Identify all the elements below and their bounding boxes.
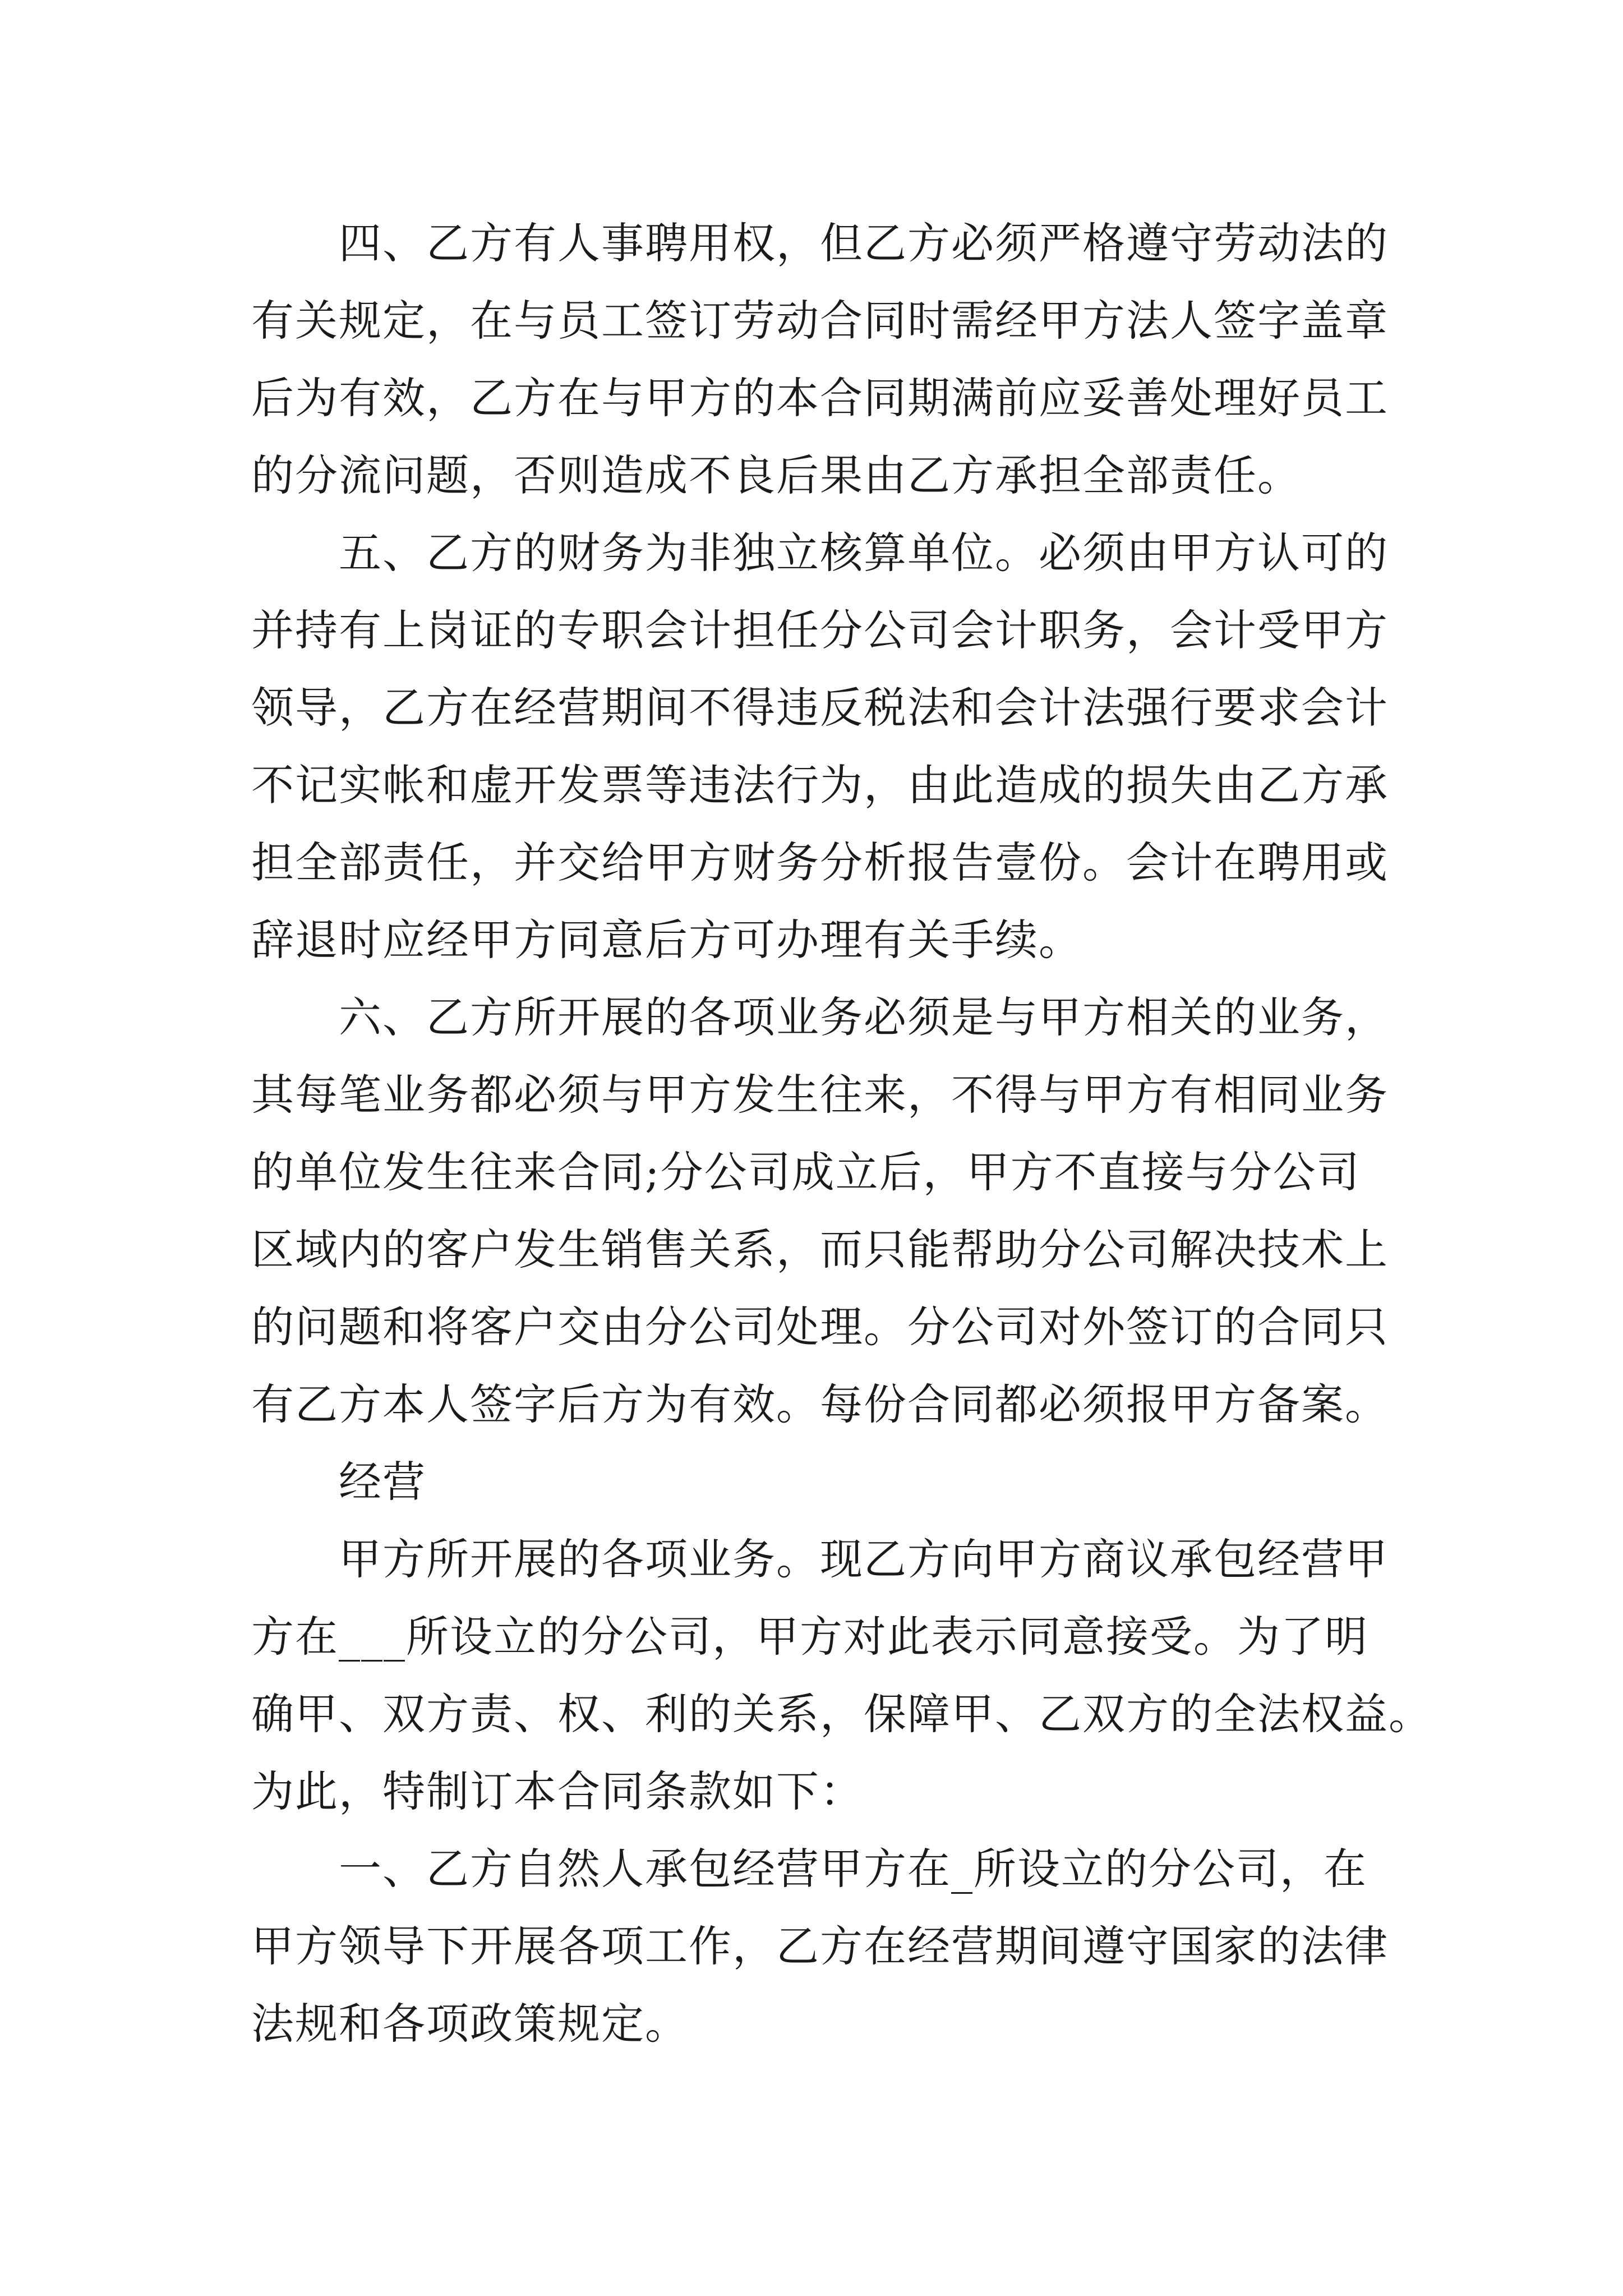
text-line-7: 领导，乙方在经营期间不得违反税法和会计法强行要求会计 [251, 683, 1389, 733]
text-line-19: 方在___所设立的分公司，甲方对此表示同意接受。为了明 [251, 1612, 1368, 1662]
text-line-11: 六、乙方所开展的各项业务必须是与甲方相关的业务， [339, 992, 1389, 1042]
text-line-18: 甲方所开展的各项业务。现乙方向甲方商议承包经营甲 [339, 1534, 1389, 1584]
text-line-4: 的分流问题，否则造成不良后果由乙方承担全部责任。 [251, 450, 1301, 500]
text-line-6: 并持有上岗证的专职会计担任分公司会计职务，会计受甲方 [251, 605, 1389, 655]
text-line-13: 的单位发生往来合同;分公司成立后，甲方不直接与分公司 [251, 1147, 1361, 1197]
text-line-17: 经营 [339, 1457, 426, 1507]
text-line-3: 后为有效，乙方在与甲方的本合同期满前应妥善处理好员工 [251, 373, 1389, 423]
text-line-14: 区域内的客户发生销售关系，而只能帮助分公司解决技术上 [251, 1225, 1389, 1274]
text-line-16: 有乙方本人签字后方为有效。每份合同都必须报甲方备案。 [251, 1379, 1389, 1429]
text-line-10: 辞退时应经甲方同意后方可办理有关手续。 [251, 915, 1082, 965]
text-line-9: 担全部责任，并交给甲方财务分析报告壹份。会计在聘用或 [251, 838, 1389, 887]
text-line-5: 五、乙方的财务为非独立核算单位。必须由甲方认可的 [339, 528, 1389, 578]
text-line-24: 法规和各项政策规定。 [251, 1999, 689, 2049]
text-line-8: 不记实帐和虚开发票等违法行为，由此造成的损失由乙方承 [251, 760, 1389, 810]
text-line-1: 四、乙方有人事聘用权，但乙方必须严格遵守劳动法的 [339, 218, 1389, 268]
text-line-20: 确甲、双方责、权、利的关系，保障甲、乙双方的全法权益。 [251, 1689, 1432, 1739]
text-line-12: 其每笔业务都必须与甲方发生往来，不得与甲方有相同业务 [251, 1070, 1389, 1120]
text-line-21: 为此，特制订本合同条款如下： [251, 1766, 864, 1816]
text-line-2: 有关规定，在与员工签订劳动合同时需经甲方法人签字盖章 [251, 296, 1389, 346]
text-line-15: 的问题和将客户交由分公司处理。分公司对外签订的合同只 [251, 1302, 1389, 1352]
text-line-22: 一、乙方自然人承包经营甲方在_所设立的分公司，在 [339, 1844, 1367, 1894]
text-line-23: 甲方领导下开展各项工作，乙方在经营期间遵守国家的法律 [251, 1921, 1389, 1971]
